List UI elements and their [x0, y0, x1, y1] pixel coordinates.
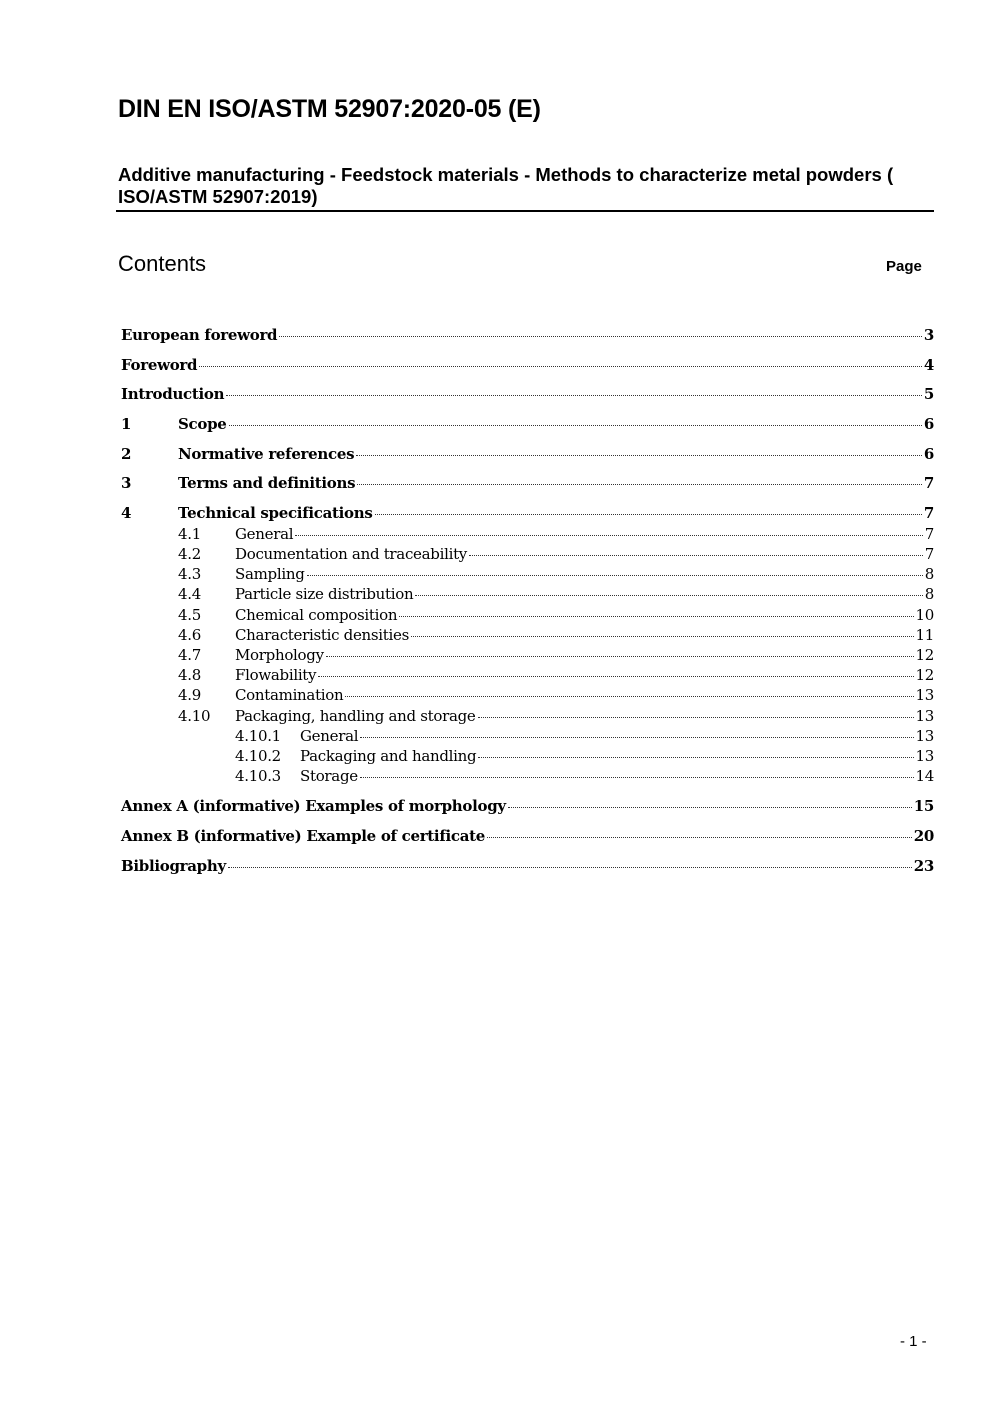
- footer-page-number: - 1 -: [900, 1333, 927, 1350]
- toc-entry-page: 11: [915, 625, 934, 644]
- toc-entry[interactable]: [121, 445, 934, 475]
- toc-entry[interactable]: [121, 727, 934, 747]
- toc-dot-leader: [357, 484, 922, 485]
- toc-entry-page: 23: [913, 856, 934, 875]
- toc-entry-title: Scope: [178, 415, 227, 434]
- toc-entry-title: Documentation and traceability: [235, 545, 467, 563]
- toc-entry-page: 15: [913, 797, 934, 816]
- document-subtitle: Additive manufacturing - Feedstock materials - Methods to characterize metal powders ( ISO/ASTM 52907:2019): [118, 164, 894, 207]
- toc-dot-leader: [399, 616, 913, 617]
- toc-entry-title: Normative references: [178, 444, 355, 463]
- toc-entry-title: Terms and definitions: [178, 474, 356, 493]
- toc-entry[interactable]: [121, 827, 934, 857]
- toc-dot-leader: [295, 535, 923, 536]
- toc-entry-number: 4.1: [178, 524, 201, 543]
- toc-dot-leader: [415, 595, 922, 596]
- toc-entry[interactable]: [121, 356, 934, 386]
- toc-dot-leader: [508, 807, 912, 808]
- toc-entry-page: 12: [915, 666, 934, 685]
- toc-entry-number: 4.10.1: [235, 726, 281, 745]
- toc-entry-title: Morphology: [235, 645, 324, 664]
- toc-entry-number: 4.8: [178, 666, 201, 685]
- toc-entry-number: 4.10.3: [235, 767, 281, 786]
- toc-dot-leader: [307, 575, 923, 576]
- page-column-label: Page: [886, 258, 922, 275]
- toc-entry[interactable]: [121, 565, 934, 585]
- toc-entry[interactable]: [121, 606, 934, 626]
- toc-entry-number: 4.4: [178, 585, 201, 604]
- toc-dot-leader: [360, 737, 913, 738]
- document-title: DIN EN ISO/ASTM 52907:2020-05 (E): [118, 95, 541, 123]
- toc-entry-page: 5: [923, 385, 934, 404]
- toc-entry-title: Contamination: [235, 686, 344, 705]
- toc-entry[interactable]: [121, 474, 934, 504]
- toc-entry[interactable]: [121, 767, 934, 787]
- toc-entry-page: 13: [915, 726, 934, 745]
- toc-entry-page: 12: [915, 645, 934, 664]
- toc-entry-page: 6: [923, 415, 934, 434]
- toc-entry[interactable]: [121, 686, 934, 706]
- toc-entry-number: 4.5: [178, 605, 201, 624]
- toc-entry-page: 3: [923, 326, 934, 344]
- title-divider: [116, 210, 934, 212]
- toc-dot-leader: [411, 636, 914, 637]
- toc-dot-leader: [228, 867, 912, 868]
- toc-entry-title: Bibliography: [121, 856, 226, 875]
- toc-entry-number: 1: [121, 415, 132, 434]
- toc-entry-title: Characteristic densities: [235, 625, 409, 644]
- toc-entry-title: Chemical composition: [235, 605, 398, 624]
- toc-entry-page: 7: [923, 474, 934, 493]
- toc-dot-leader: [226, 395, 922, 396]
- toc-dot-leader: [487, 837, 912, 838]
- toc-dot-leader: [229, 425, 922, 426]
- toc-entry[interactable]: [121, 857, 934, 887]
- toc-dot-leader: [356, 455, 922, 456]
- toc-entry-number: 4: [121, 504, 132, 523]
- toc-entry[interactable]: [121, 747, 934, 767]
- toc-entry-page: 8: [924, 565, 934, 584]
- toc-dot-leader: [199, 366, 922, 367]
- toc-entry-page: 20: [913, 826, 934, 845]
- toc-entry-title: European foreword: [121, 326, 278, 344]
- toc-dot-leader: [360, 777, 914, 778]
- toc-entry-title: Particle size distribution: [235, 585, 414, 604]
- toc-entry-number: 4.10.2: [235, 746, 281, 765]
- toc-entry-title: Packaging, handling and storage: [235, 706, 476, 725]
- toc-entry-title: Technical specifications: [178, 504, 373, 523]
- toc-dot-leader: [478, 717, 914, 718]
- toc-entry-page: 13: [915, 746, 934, 765]
- toc-entry-page: 10: [915, 605, 934, 624]
- toc-dot-leader: [279, 336, 922, 337]
- toc-entry-number: 2: [121, 444, 132, 463]
- toc-entry-title: Sampling: [235, 565, 305, 584]
- toc-entry-title: Annex B (informative) Example of certificate: [121, 826, 485, 845]
- toc-dot-leader: [469, 555, 923, 556]
- toc-dot-leader: [478, 757, 913, 758]
- toc-entry-number: 4.2: [178, 545, 201, 563]
- toc-dot-leader: [345, 696, 913, 697]
- toc-entry-page: 6: [923, 444, 934, 463]
- toc-entry[interactable]: [121, 525, 934, 545]
- toc-entry-number: 3: [121, 474, 132, 493]
- toc-entry-title: Flowability: [235, 666, 317, 685]
- toc-entry[interactable]: [121, 326, 934, 356]
- toc-entry-title: Annex A (informative) Examples of morphology: [121, 797, 506, 816]
- toc-entry[interactable]: [121, 646, 934, 666]
- toc-entry-number: 4.3: [178, 565, 201, 584]
- toc-entry[interactable]: [121, 585, 934, 605]
- toc-entry[interactable]: [121, 666, 934, 686]
- toc-entry-page: 7: [924, 545, 934, 563]
- table-of-contents: [121, 326, 934, 886]
- toc-entry-page: 7: [924, 524, 934, 543]
- toc-entry-number: 4.10: [178, 706, 211, 725]
- toc-entry-page: 4: [923, 355, 934, 374]
- toc-entry-page: 13: [915, 706, 934, 725]
- toc-entry[interactable]: [121, 707, 934, 727]
- toc-entry[interactable]: [121, 415, 934, 445]
- toc-entry-number: 4.7: [178, 645, 201, 664]
- toc-dot-leader: [326, 656, 914, 657]
- toc-entry[interactable]: [121, 626, 934, 646]
- toc-entry[interactable]: [121, 545, 934, 565]
- toc-entry-page: 14: [915, 767, 934, 786]
- toc-entry[interactable]: [121, 385, 934, 415]
- toc-entry-number: 4.6: [178, 625, 201, 644]
- toc-entry-title: Introduction: [121, 385, 225, 404]
- toc-entry-page: 7: [923, 504, 934, 523]
- toc-dot-leader: [318, 676, 913, 677]
- contents-heading: Contents: [118, 251, 207, 276]
- toc-entry-number: 4.9: [178, 686, 201, 705]
- toc-entry[interactable]: [121, 797, 934, 827]
- toc-entry-title: Storage: [300, 767, 358, 786]
- toc-entry-title: General: [235, 524, 294, 543]
- toc-entry-title: General: [300, 726, 359, 745]
- toc-entry-page: 13: [915, 686, 934, 705]
- toc-entry-title: Foreword: [121, 355, 198, 374]
- toc-dot-leader: [375, 514, 922, 515]
- toc-entry-page: 8: [924, 585, 934, 604]
- toc-entry-title: Packaging and handling: [300, 746, 477, 765]
